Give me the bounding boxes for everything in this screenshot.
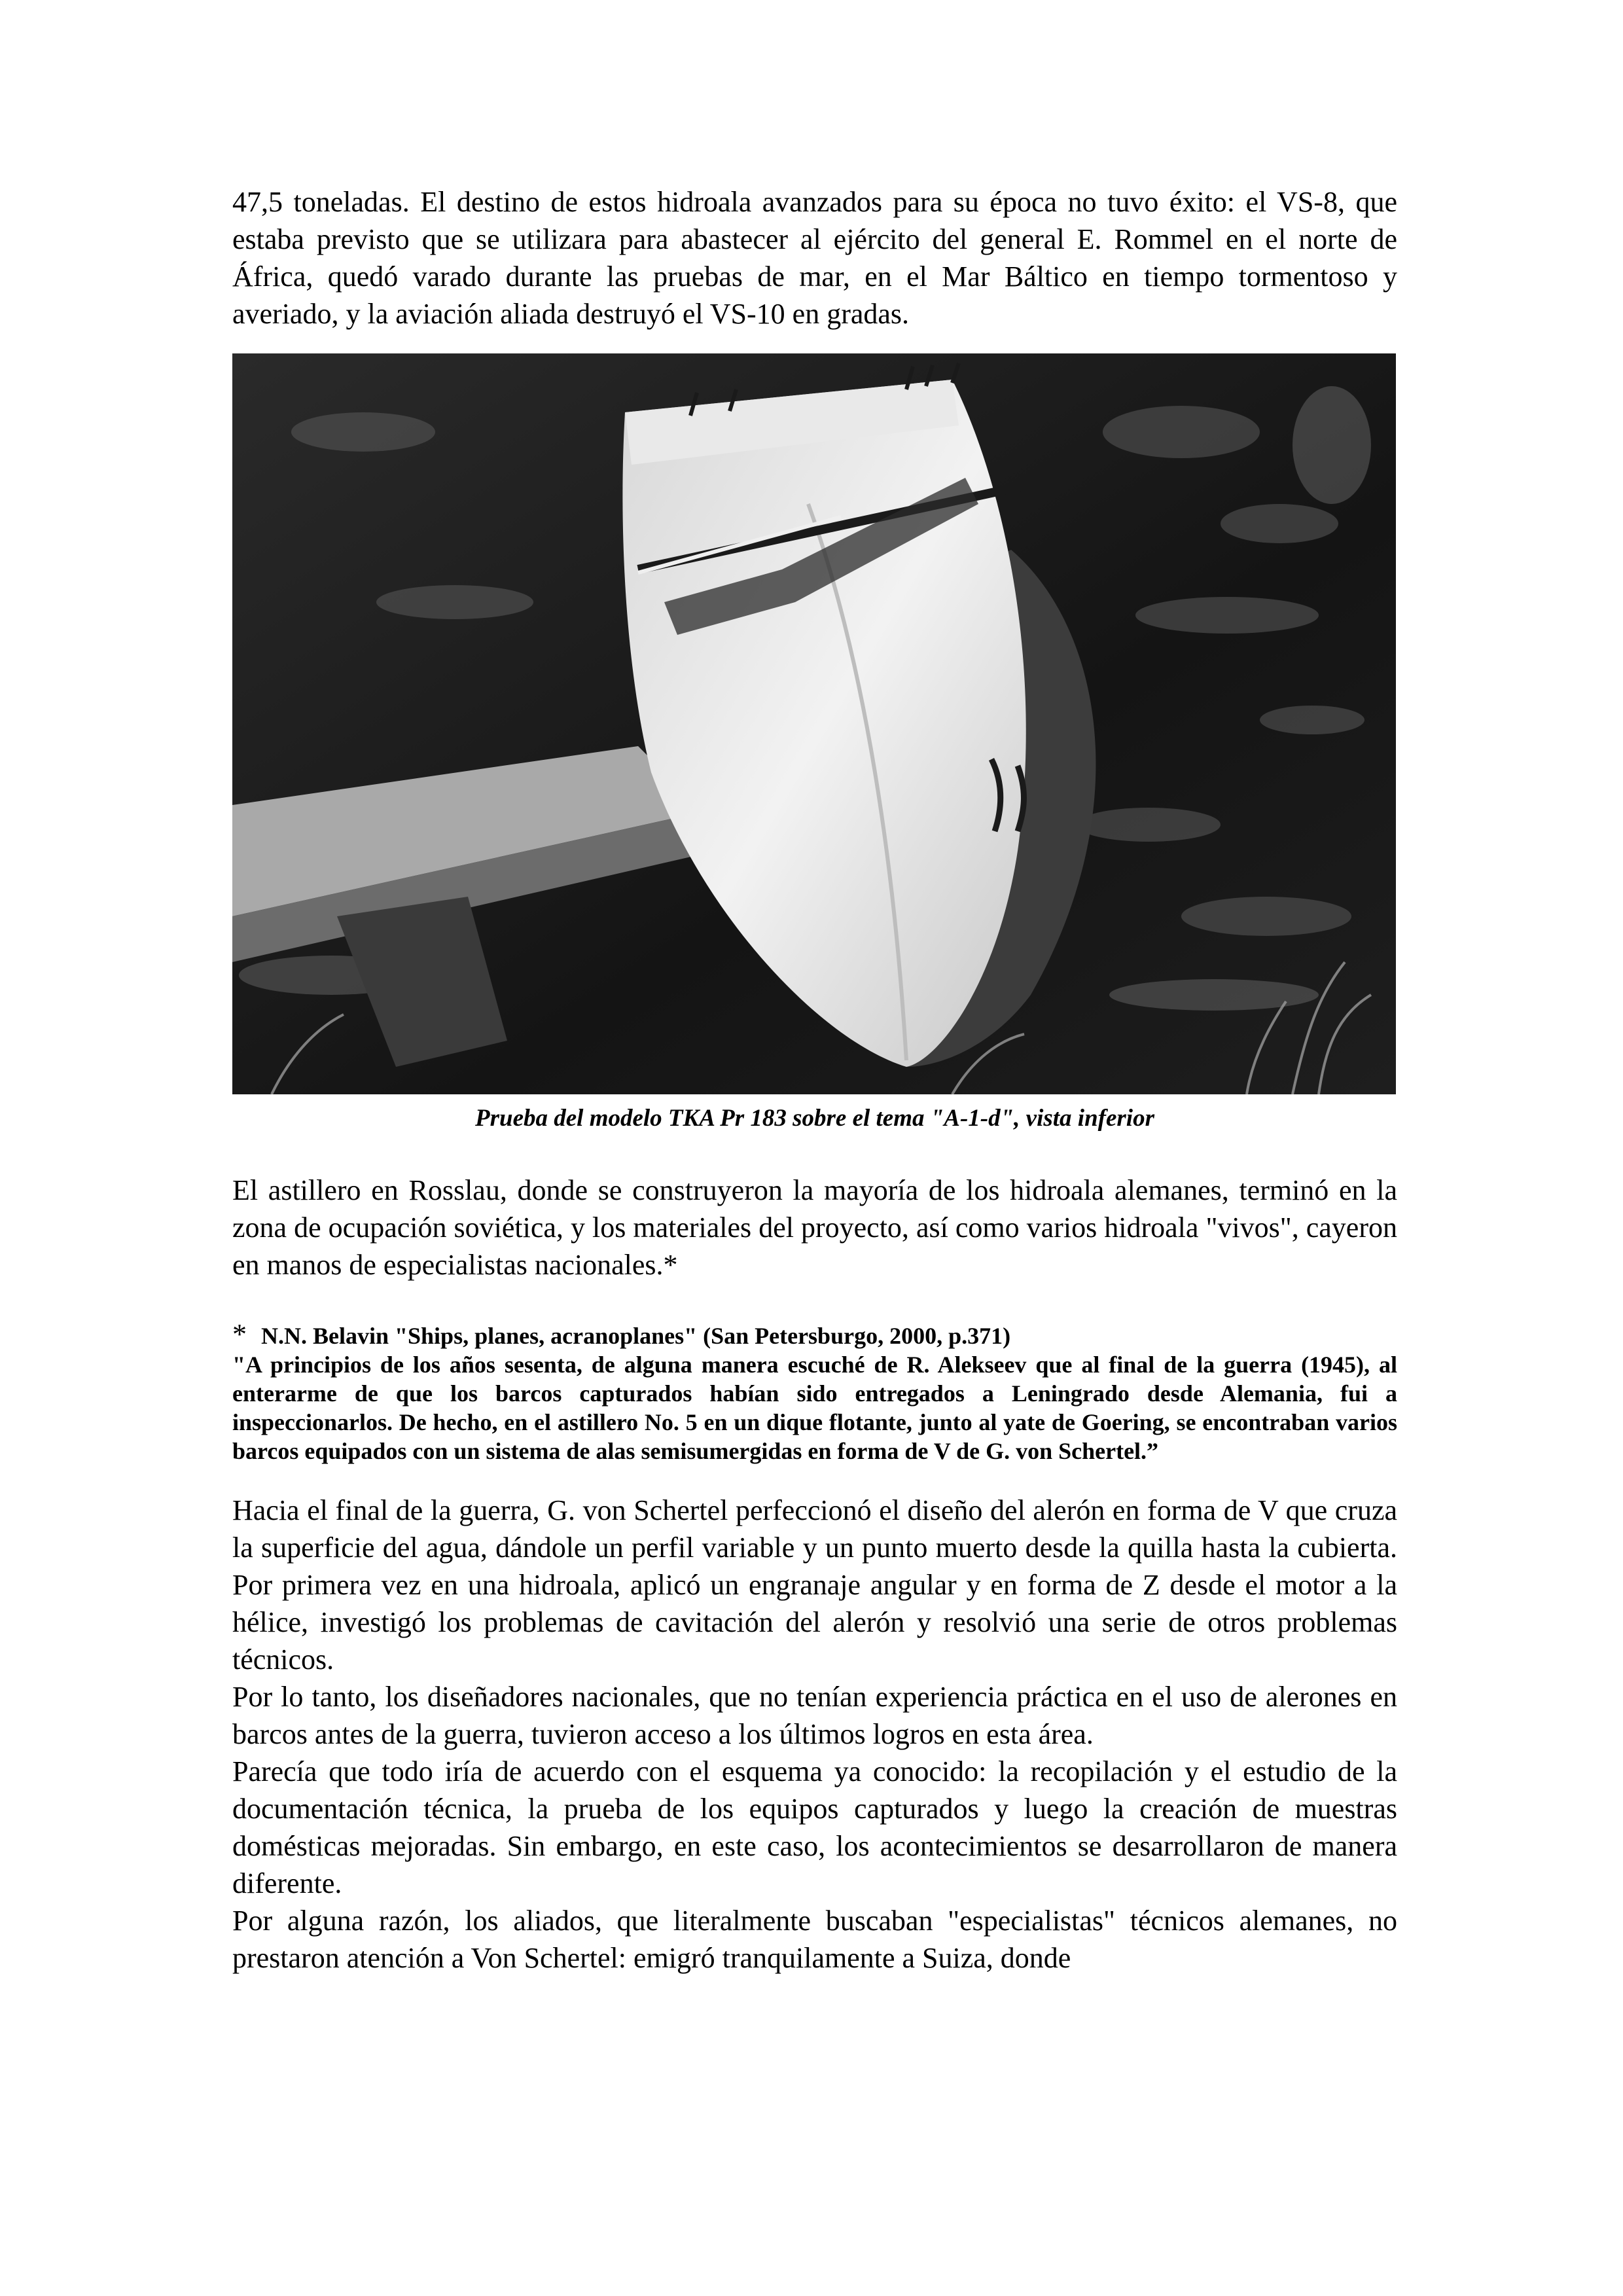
paragraph-schertel-design: Hacia el final de la guerra, G. von Schertel perfeccionó el diseño del alerón en forma de V que cruza la superficie del agua, dándole un perfil variable y un punto muerto desde la quilla hasta la cubierta. Por primera vez en una hidroala, aplicó un engranaje angular y en forma de Z desde el motor a la hélice, investigó los problemas de cavitación del alerón y resolvió una serie de otros problemas técnicos. <box>232 1494 1397 1676</box>
document-page <box>232 183 1397 1977</box>
paragraph-expected-scheme: Parecía que todo iría de acuerdo con el esquema ya conocido: la recopilación y el estudio de la documentación técnica, la prueba de los equipos capturados y luego la creación de muestras domésticas mejoradas. Sin embargo, en este caso, los acontecimientos se desarrollaron de manera diferente. <box>232 1755 1397 1899</box>
footnote-reference-line <box>232 1320 1397 1350</box>
paragraph-national-designers: Por lo tanto, los diseñadores nacionales, que no tenían experiencia práctica en el uso de alerones en barcos antes de la guerra, tuvieron acceso a los últimos logros en esta área. <box>232 1681 1397 1750</box>
footnote-quote: "A principios de los años sesenta, de alguna manera escuché de R. Alekseev que al final de la guerra (1945), al enterarme de que los barcos capturados habían sido entregados a Leningrado desde Alemania, fui a inspeccionarlos. De hecho, en el astillero No. 5 en un dique flotante, junto al yate de Goering, se encontraban varios barcos equipados con un sistema de alas semisumergidas en forma de V de G. von Schertel.” <box>232 1352 1397 1464</box>
footnote-marker: * <box>232 1318 247 1350</box>
footnote <box>232 1320 1397 1465</box>
paragraph-allies: Por alguna razón, los aliados, que literalmente buscaban "especialistas" técnicos alemanes, no prestaron atención a Von Schertel: emigró tranquilamente a Suiza, donde <box>232 1905 1397 1974</box>
footnote-reference: N.N. Belavin "Ships, planes, acranoplanes" (San Petersburgo, 2000, p.371) <box>261 1323 1011 1349</box>
boat-model-photo <box>232 353 1396 1094</box>
paragraph-intro: 47,5 toneladas. El destino de estos hidroala avanzados para su época no tuvo éxito: el VS-8, que estaba previsto que se utilizara para abastecer al ejército del general E. Rommel en el norte de África, quedó varado durante las pruebas de mar, en el Mar Báltico en tiempo tormentoso y averiado, y la aviación aliada destruyó el VS-10 en gradas. <box>232 186 1397 330</box>
figure-caption: Prueba del modelo TKA Pr 183 sobre el tema "A-1-d", vista inferior <box>475 1105 1154 1132</box>
paragraph-shipyard: El astillero en Rosslau, donde se construyeron la mayoría de los hidroala alemanes, terminó en la zona de ocupación soviética, y los materiales del proyecto, así como varios hidroala "vivos", cayeron en manos de especialistas nacionales.* <box>232 1174 1397 1281</box>
figure <box>232 353 1397 1134</box>
